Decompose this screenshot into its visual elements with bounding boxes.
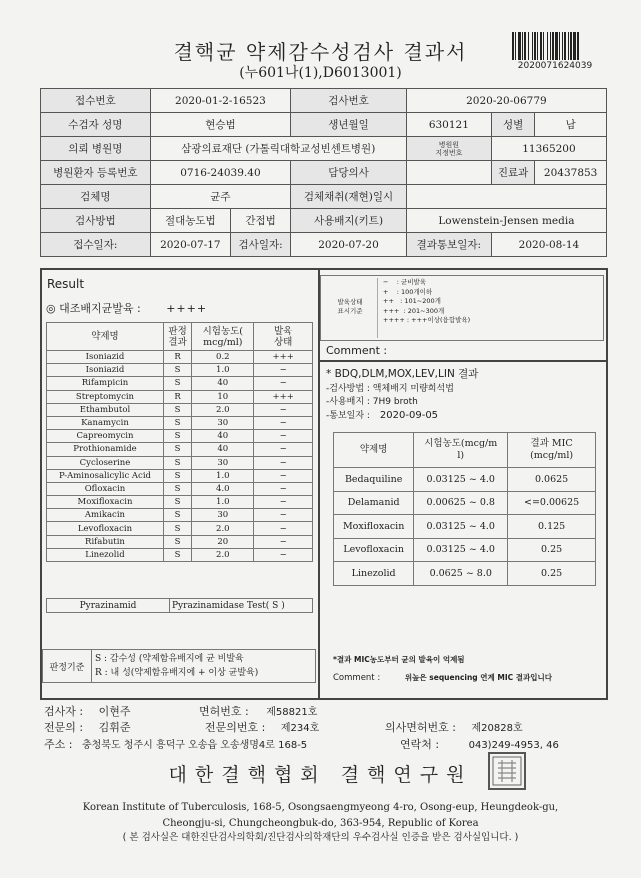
drug-result: S [163, 535, 191, 548]
org-en-line-1: Korean Institute of Tuberculosis, 168-5, Osongsaengmyeong 4-ro, Osong-eup, Heungdeok-gu, [82, 802, 559, 813]
drug-growth: − [254, 456, 313, 469]
drug-row [47, 469, 313, 482]
org-en-line-2: Cheongju-si, Chungcheongbuk-do, 363-954, Republic of Korea [162, 818, 479, 829]
mic-divider [318, 360, 608, 362]
drug-name: Isoniazid [47, 364, 164, 377]
header-row [41, 185, 607, 209]
mic-row [334, 538, 596, 562]
header-label: 검사방법 [41, 209, 151, 233]
drug-concentration: 0.2 [192, 351, 254, 364]
seal-stamp-icon [488, 752, 526, 790]
license-label: 면허번호 : [199, 705, 249, 718]
mic-method: -검사방법 : 액체배지 미량희석법 [326, 384, 454, 394]
drug-row [47, 548, 313, 561]
legend-item: ++ : 101~200개 [383, 297, 441, 305]
criteria-s: S : 감수성 (약제함유배지에 균 비발육 [95, 654, 244, 664]
examiner-row [44, 703, 130, 719]
drug-name: Isoniazid [47, 351, 164, 364]
criteria-table [42, 649, 316, 683]
drug-result: S [163, 482, 191, 495]
drug-result: S [163, 469, 191, 482]
header-value: 균주 [150, 185, 291, 209]
criteria-label: 판정기준 [43, 650, 92, 683]
legend-label: 발육상태 표시기준 [337, 298, 363, 315]
mic-result: 0.25 [508, 562, 596, 586]
header-info-table [40, 88, 607, 257]
specialist-label: 전문의 : [44, 721, 84, 734]
header-label: 검사일자: [231, 233, 291, 257]
mic-comment-text: 위높은 sequencing 연계 MIC 결과입니다 [404, 673, 552, 682]
header-label: 담당의사 [291, 161, 407, 185]
drug-result: S [163, 364, 191, 377]
header-value [406, 161, 491, 185]
header-label: 생년월일 [291, 113, 407, 137]
mic-drug-name: Bedaquiline [334, 468, 414, 492]
specialist-row [44, 719, 130, 735]
mic-row [334, 468, 596, 492]
drug-row [47, 456, 313, 469]
drug-result: S [163, 456, 191, 469]
drug-growth: − [254, 548, 313, 561]
drug-growth: − [254, 522, 313, 535]
header-label: 접수일자: [41, 233, 151, 257]
header-label: 접수번호 [41, 89, 151, 113]
header-label: 의뢰 병원명 [41, 137, 151, 161]
header-label: 진료과 [491, 161, 534, 185]
mic-drug-name: Moxifloxacin [334, 515, 414, 539]
phone-number: 043)249-4953, 46 [468, 740, 559, 751]
drug-result: S [163, 496, 191, 509]
mic-date: 2020-09-05 [379, 410, 439, 421]
mic-range: 0.00625 ~ 0.8 [414, 491, 508, 515]
license-row [199, 703, 317, 719]
drug-concentration: 4.0 [192, 482, 254, 495]
drug-name: Rifampicin [47, 377, 164, 390]
pza-result: Pyrazinamidase Test( S ) [170, 599, 313, 613]
phone-row [400, 736, 559, 752]
mic-range: 0.03125 ~ 4.0 [414, 538, 508, 562]
mic-result: 0.125 [508, 515, 596, 539]
drug-growth: − [254, 403, 313, 416]
header-label: 검체명 [41, 185, 151, 209]
doctor-license-number: 제20828호 [471, 723, 523, 734]
drug-name: Ethambutol [47, 403, 164, 416]
drug-result: S [163, 548, 191, 561]
mic-result: <=0.00625 [508, 491, 596, 515]
mic-range: 0.03125 ~ 4.0 [414, 515, 508, 539]
drug-result: S [163, 443, 191, 456]
drug-row [47, 351, 313, 364]
drug-row [47, 509, 313, 522]
header-row [41, 89, 607, 113]
spec-license-number: 제234호 [280, 723, 320, 734]
drug-concentration: 2.0 [192, 548, 254, 561]
address-row [44, 736, 307, 752]
drug-name: Cycloserine [47, 456, 164, 469]
drug-concentration: 30 [192, 416, 254, 429]
header-value: 2020-08-14 [491, 233, 606, 257]
header-label: 병원환자 등록번호 [41, 161, 151, 185]
drug-name: Prothionamide [47, 443, 164, 456]
drug-result: S [163, 509, 191, 522]
address-text: 충청북도 청주시 흥덕구 오송읍 오송생명4로 168-5 [81, 740, 308, 751]
result-title: Result [47, 277, 85, 291]
phone-label: 연락처 : [400, 738, 440, 751]
mic-table-header: 결과 MIC (mcg/ml) [508, 433, 596, 468]
drug-name: P-Aminosalicylic Acid [47, 469, 164, 482]
mic-date-label: -통보일자 : [326, 411, 370, 421]
header-label: 결과통보일자: [406, 233, 491, 257]
document-code: (누601나(1),D6013001) [239, 65, 402, 81]
drug-growth: − [254, 482, 313, 495]
specialist-name: 김휘준 [98, 721, 131, 734]
drug-table-header: 약제명 [47, 323, 164, 351]
drug-growth: − [254, 496, 313, 509]
doctor-license-row [385, 719, 523, 735]
control-culture-growth [46, 300, 207, 316]
barcode-icon [512, 32, 598, 60]
mic-result: 0.25 [508, 538, 596, 562]
criteria-r: R : 내 성(약제함유배지에 + 이상 균발육) [95, 668, 259, 678]
drug-result: S [163, 416, 191, 429]
drug-result: S [163, 377, 191, 390]
license-number: 제58821호 [266, 707, 318, 718]
drug-susceptibility-table [46, 322, 313, 562]
drug-row [47, 522, 313, 535]
header-value: Lowenstein-Jensen media [406, 209, 606, 233]
legend-item: + : 100개이하 [383, 287, 433, 296]
header-row [41, 233, 607, 257]
certification-note: ( 본 검사실은 대한진단검사의학회/진단검사의학재단의 우수검사실 인증을 받은 검사실입니다. ) [122, 832, 519, 843]
header-value: 0716-24039.40 [150, 161, 291, 185]
pza-name: Pyrazinamid [47, 599, 170, 613]
header-value: 남 [535, 113, 607, 137]
header-label: 검사번호 [291, 89, 407, 113]
mic-table-header: 시험농도(mcg/m l) [414, 433, 508, 468]
drug-name: Amikacin [47, 509, 164, 522]
mic-title: * BDQ,DLM,MOX,LEV,LIN 결과 [326, 368, 479, 380]
drug-growth: − [254, 535, 313, 548]
mic-row [334, 491, 596, 515]
drug-row [47, 496, 313, 509]
header-value: 11365200 [491, 137, 606, 161]
drug-concentration: 40 [192, 443, 254, 456]
drug-concentration: 40 [192, 377, 254, 390]
drug-concentration: 1.0 [192, 364, 254, 377]
drug-concentration: 30 [192, 509, 254, 522]
mic-info [326, 383, 454, 423]
drug-name: Levofloxacin [47, 522, 164, 535]
mic-row [334, 515, 596, 539]
header-value [406, 185, 606, 209]
pyrazinamide-table [46, 598, 313, 613]
header-value: 2020-01-2-16523 [150, 89, 291, 113]
drug-growth: − [254, 430, 313, 443]
drug-row [47, 535, 313, 548]
mic-comment [333, 672, 601, 683]
drug-row [47, 390, 313, 403]
header-row [41, 209, 607, 233]
drug-row [47, 443, 313, 456]
header-value: 2020-07-17 [150, 233, 230, 257]
mic-row [334, 562, 596, 586]
header-value: 2020-20-06779 [406, 89, 606, 113]
drug-row [47, 377, 313, 390]
header-value: 간접법 [231, 209, 291, 233]
mic-range: 0.03125 ~ 4.0 [414, 468, 508, 492]
mic-table [333, 432, 596, 586]
drug-concentration: 20 [192, 535, 254, 548]
mic-drug-name: Linezolid [334, 562, 414, 586]
legend-divider [377, 278, 378, 338]
mic-note: *결과 MIC농도부터 균의 발육이 억제됨 [333, 655, 465, 664]
header-label: 사용배지(키트) [291, 209, 407, 233]
culture-value: ++++ [166, 302, 208, 315]
organization-address-english [0, 800, 641, 832]
header-value: 630121 [406, 113, 491, 137]
drug-result: R [163, 390, 191, 403]
header-label: 병원원 지정번호 [406, 137, 491, 161]
spec-license-row [205, 719, 319, 735]
barcode-number: 2020071624039 [517, 61, 593, 71]
drug-growth: − [254, 509, 313, 522]
examiner-name: 이현주 [98, 705, 131, 718]
header-value: 2020-07-20 [291, 233, 407, 257]
drug-growth: − [254, 469, 313, 482]
drug-growth: +++ [254, 390, 313, 403]
legend-item: +++ : 201~300개 [383, 306, 445, 315]
header-value: 현승범 [150, 113, 291, 137]
drug-result: S [163, 430, 191, 443]
legend-item: − : 균비발육 [383, 278, 427, 286]
drug-concentration: 30 [192, 456, 254, 469]
header-value: 절대농도법 [150, 209, 230, 233]
header-row [41, 137, 607, 161]
drug-growth: − [254, 377, 313, 390]
document-title: 결핵균 약제감수성검사 결과서 [173, 40, 468, 64]
mic-drug-name: Levofloxacin [334, 538, 414, 562]
drug-name: Streptomycin [47, 390, 164, 403]
header-row [41, 161, 607, 185]
mic-drug-name: Delamanid [334, 491, 414, 515]
examiner-label: 검사자 : [44, 705, 84, 718]
mic-comment-label: Comment : [333, 673, 381, 683]
drug-name: Linezolid [47, 548, 164, 561]
address-label: 주소 : [44, 738, 73, 751]
header-row [41, 113, 607, 137]
drug-row [47, 430, 313, 443]
drug-name: Capreomycin [47, 430, 164, 443]
mic-result: 0.0625 [508, 468, 596, 492]
drug-growth: − [254, 416, 313, 429]
drug-result: S [163, 403, 191, 416]
drug-name: Ofloxacin [47, 482, 164, 495]
organization-name-korean: 대한결핵협회 결핵연구원 [168, 764, 473, 786]
mic-table-header: 약제명 [334, 433, 414, 468]
comment-label: Comment : [326, 344, 388, 357]
header-value: 삼광의료재단 (가톨릭대학교성빈센트병원) [150, 137, 406, 161]
drug-concentration: 1.0 [192, 496, 254, 509]
doctor-license-label: 의사면허번호 : [385, 721, 456, 734]
drug-concentration: 10 [192, 390, 254, 403]
drug-growth: +++ [254, 351, 313, 364]
spec-license-label: 전문의번호 : [205, 721, 266, 734]
drug-name: Moxifloxacin [47, 496, 164, 509]
drug-result: S [163, 522, 191, 535]
culture-label: ◎ 대조배지균발육 : [46, 302, 141, 315]
drug-row [47, 403, 313, 416]
drug-name: Rifabutin [47, 535, 164, 548]
drug-table-header: 발육 상태 [254, 323, 313, 351]
header-label: 수검자 성명 [41, 113, 151, 137]
mic-medium: -사용배지 : 7H9 broth [326, 397, 418, 407]
legend-list [383, 278, 470, 326]
drug-growth: − [254, 443, 313, 456]
drug-concentration: 1.0 [192, 469, 254, 482]
drug-concentration: 40 [192, 430, 254, 443]
drug-concentration: 2.0 [192, 403, 254, 416]
header-label: 성별 [491, 113, 534, 137]
drug-table-header: 시험농도( mcg/ml) [192, 323, 254, 351]
drug-concentration: 2.0 [192, 522, 254, 535]
legend-item: ++++ : +++이상(융합발육) [383, 316, 471, 324]
drug-row [47, 482, 313, 495]
drug-result: R [163, 351, 191, 364]
drug-row [47, 416, 313, 429]
header-value: 20437853 [535, 161, 607, 185]
drug-growth: − [254, 364, 313, 377]
drug-row [47, 364, 313, 377]
drug-table-header: 판정 결과 [163, 323, 191, 351]
mic-range: 0.0625 ~ 8.0 [414, 562, 508, 586]
drug-name: Kanamycin [47, 416, 164, 429]
header-label: 검체채취(재현)일시 [291, 185, 407, 209]
